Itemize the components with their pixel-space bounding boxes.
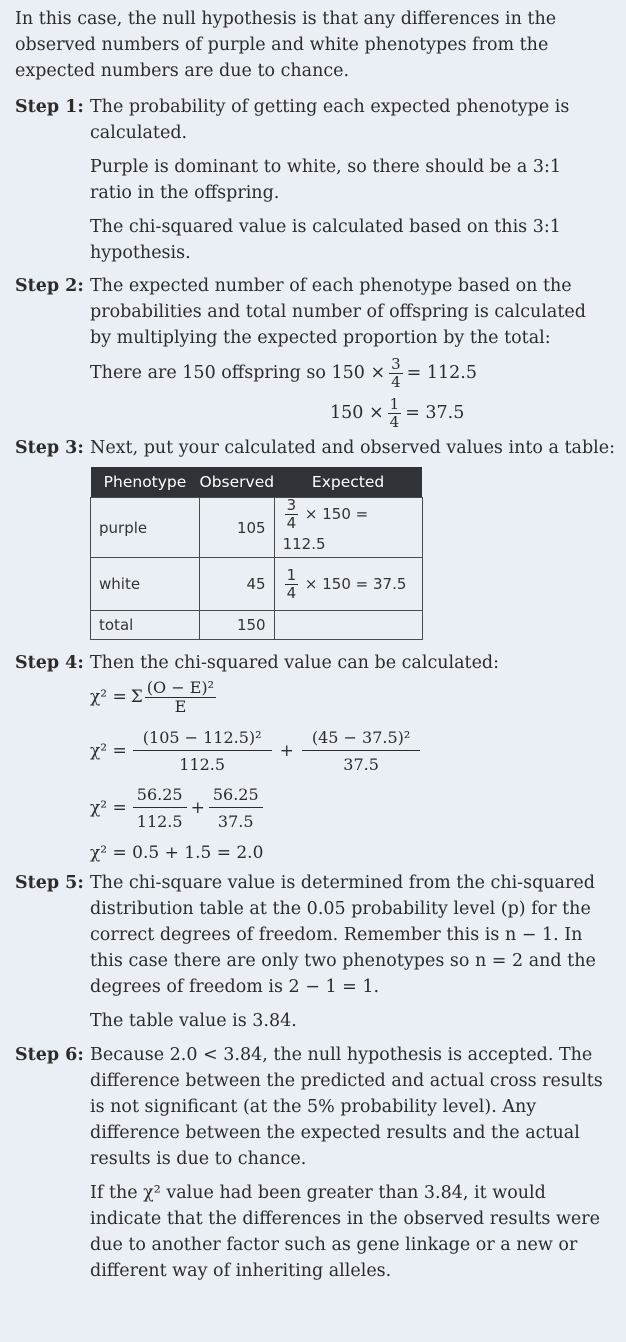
fraction-purple	[133, 727, 272, 774]
header-expected: Expected	[274, 467, 422, 498]
denominator-white: 37.5	[343, 754, 379, 774]
step-1-text-1: The probability of getting each expected phenotype is calculated.	[90, 97, 570, 143]
eq1-fraction	[389, 354, 403, 391]
step-2-equation-1	[90, 353, 626, 393]
header-observed: Observed	[200, 467, 275, 498]
table-row	[91, 558, 423, 611]
step-5-text-2: The table value is 3.84.	[90, 1011, 297, 1031]
table-row	[91, 498, 423, 558]
step-1	[15, 94, 626, 266]
expected-rest: × 150 = 112.5	[282, 505, 369, 553]
fraction-white	[302, 727, 420, 774]
numerator-white: (45 − 37.5)²	[302, 730, 420, 751]
step-4-text: Then the chi-squared value can be calculated:	[90, 653, 500, 673]
step-6-text-2: If the χ² value had been greater than 3.84, it would indicate that the differences in the observed results were due to another factor such as gene linkage or a new or different way of inheriting alleles.	[90, 1183, 600, 1281]
fraction-a	[133, 784, 187, 831]
cell-phenotype: total	[91, 611, 200, 640]
expected-rest: × 150 = 37.5	[304, 574, 407, 593]
eq2-denominator: 4	[389, 412, 400, 431]
cell-phenotype: white	[91, 558, 200, 611]
eq2-fraction	[388, 394, 402, 431]
step-1-text-3: The chi-squared value is calculated based on this 3:1 hypothesis.	[90, 217, 561, 263]
denominator-purple: 112.5	[179, 754, 226, 774]
expected-numerator: 1	[286, 565, 297, 584]
plus-sign: +	[279, 741, 294, 761]
formula-fraction	[145, 677, 216, 716]
plus-sign: +	[190, 798, 205, 818]
eq2-result: = 37.5	[405, 403, 465, 423]
results-table	[90, 467, 423, 640]
step-3-label: Step 3:	[15, 438, 84, 458]
formula-denominator: E	[174, 696, 187, 716]
fraction-b	[209, 784, 263, 831]
eq1-numerator: 3	[391, 354, 401, 373]
chi-label: χ² =	[90, 741, 127, 761]
step-4	[15, 650, 626, 866]
chi-label: χ² =	[90, 687, 127, 707]
intro-paragraph: In this case, the null hypothesis is that any differences in the observed numbers of purple and white phenotypes from the expected numbers are due to chance.	[15, 9, 557, 81]
expected-denominator: 4	[286, 583, 297, 602]
formula-substituted	[90, 722, 626, 780]
step-3-text: Next, put your calculated and observed values into a table:	[90, 438, 615, 458]
formula-general	[90, 674, 626, 720]
step-5	[15, 870, 626, 1034]
step-6-text-1: Because 2.0 < 3.84, the null hypothesis is accepted. The difference between the predicted and actual cross results is not significant (at the 5% probability level). Any difference between the expected results and the actual results is due to chance.	[90, 1045, 603, 1169]
chi-label: χ² =	[90, 798, 127, 818]
step-5-label: Step 5:	[15, 873, 84, 893]
cell-expected	[274, 611, 422, 640]
chi-final: χ² = 0.5 + 1.5 = 2.0	[90, 843, 264, 863]
step-2-label: Step 2:	[15, 276, 84, 296]
cell-observed: 45	[200, 558, 275, 611]
eq2-prefix: 150 ×	[330, 403, 384, 423]
expected-fraction	[285, 498, 299, 531]
step-1-text-2: Purple is dominant to white, so there should be a 3:1 ratio in the offspring.	[90, 157, 561, 203]
header-phenotype: Phenotype	[91, 467, 200, 498]
step-6-label: Step 6:	[15, 1045, 84, 1065]
cell-phenotype: purple	[91, 498, 200, 558]
denominator-a: 112.5	[136, 811, 183, 831]
step-3	[15, 435, 626, 640]
step-6	[15, 1042, 626, 1284]
numerator-a: 56.25	[133, 787, 187, 808]
eq1-prefix: There are 150 offspring so 150 ×	[90, 363, 386, 383]
formula-computed	[90, 782, 626, 834]
table-row	[91, 611, 423, 640]
numerator-b: 56.25	[209, 787, 263, 808]
table-header-row	[91, 467, 423, 498]
cell-expected	[274, 558, 422, 611]
cell-observed: 150	[200, 611, 275, 640]
step-4-label: Step 4:	[15, 653, 84, 673]
cell-observed: 105	[200, 498, 275, 558]
sigma-symbol: Σ	[130, 687, 143, 707]
eq1-denominator: 4	[391, 372, 401, 391]
denominator-b: 37.5	[217, 811, 254, 831]
formula-numerator: (O − E)²	[146, 677, 215, 697]
eq2-numerator: 1	[389, 394, 400, 413]
step-5-text-1: The chi-square value is determined from the chi-squared distribution table at the 0.05 probability level (p) for the correct degrees of freedom. Remember this is n − 1. In this case there are only two phenotypes so n = 2 and the degrees of freedom is 2 − 1 = 1.	[90, 873, 596, 997]
expected-numerator: 3	[286, 496, 297, 514]
step-2-text: The expected number of each phenotype based on the probabilities and total number of offspring is calculated by multiplying the expected proportion by the total:	[90, 276, 586, 348]
cell-expected	[274, 498, 422, 558]
step-2	[15, 273, 626, 433]
numerator-purple: (105 − 112.5)²	[133, 730, 272, 751]
expected-denominator: 4	[286, 514, 297, 532]
step-2-equation-2	[330, 393, 626, 433]
eq1-result: = 112.5	[406, 363, 477, 383]
expected-fraction	[285, 565, 299, 602]
step-1-label: Step 1:	[15, 97, 84, 117]
